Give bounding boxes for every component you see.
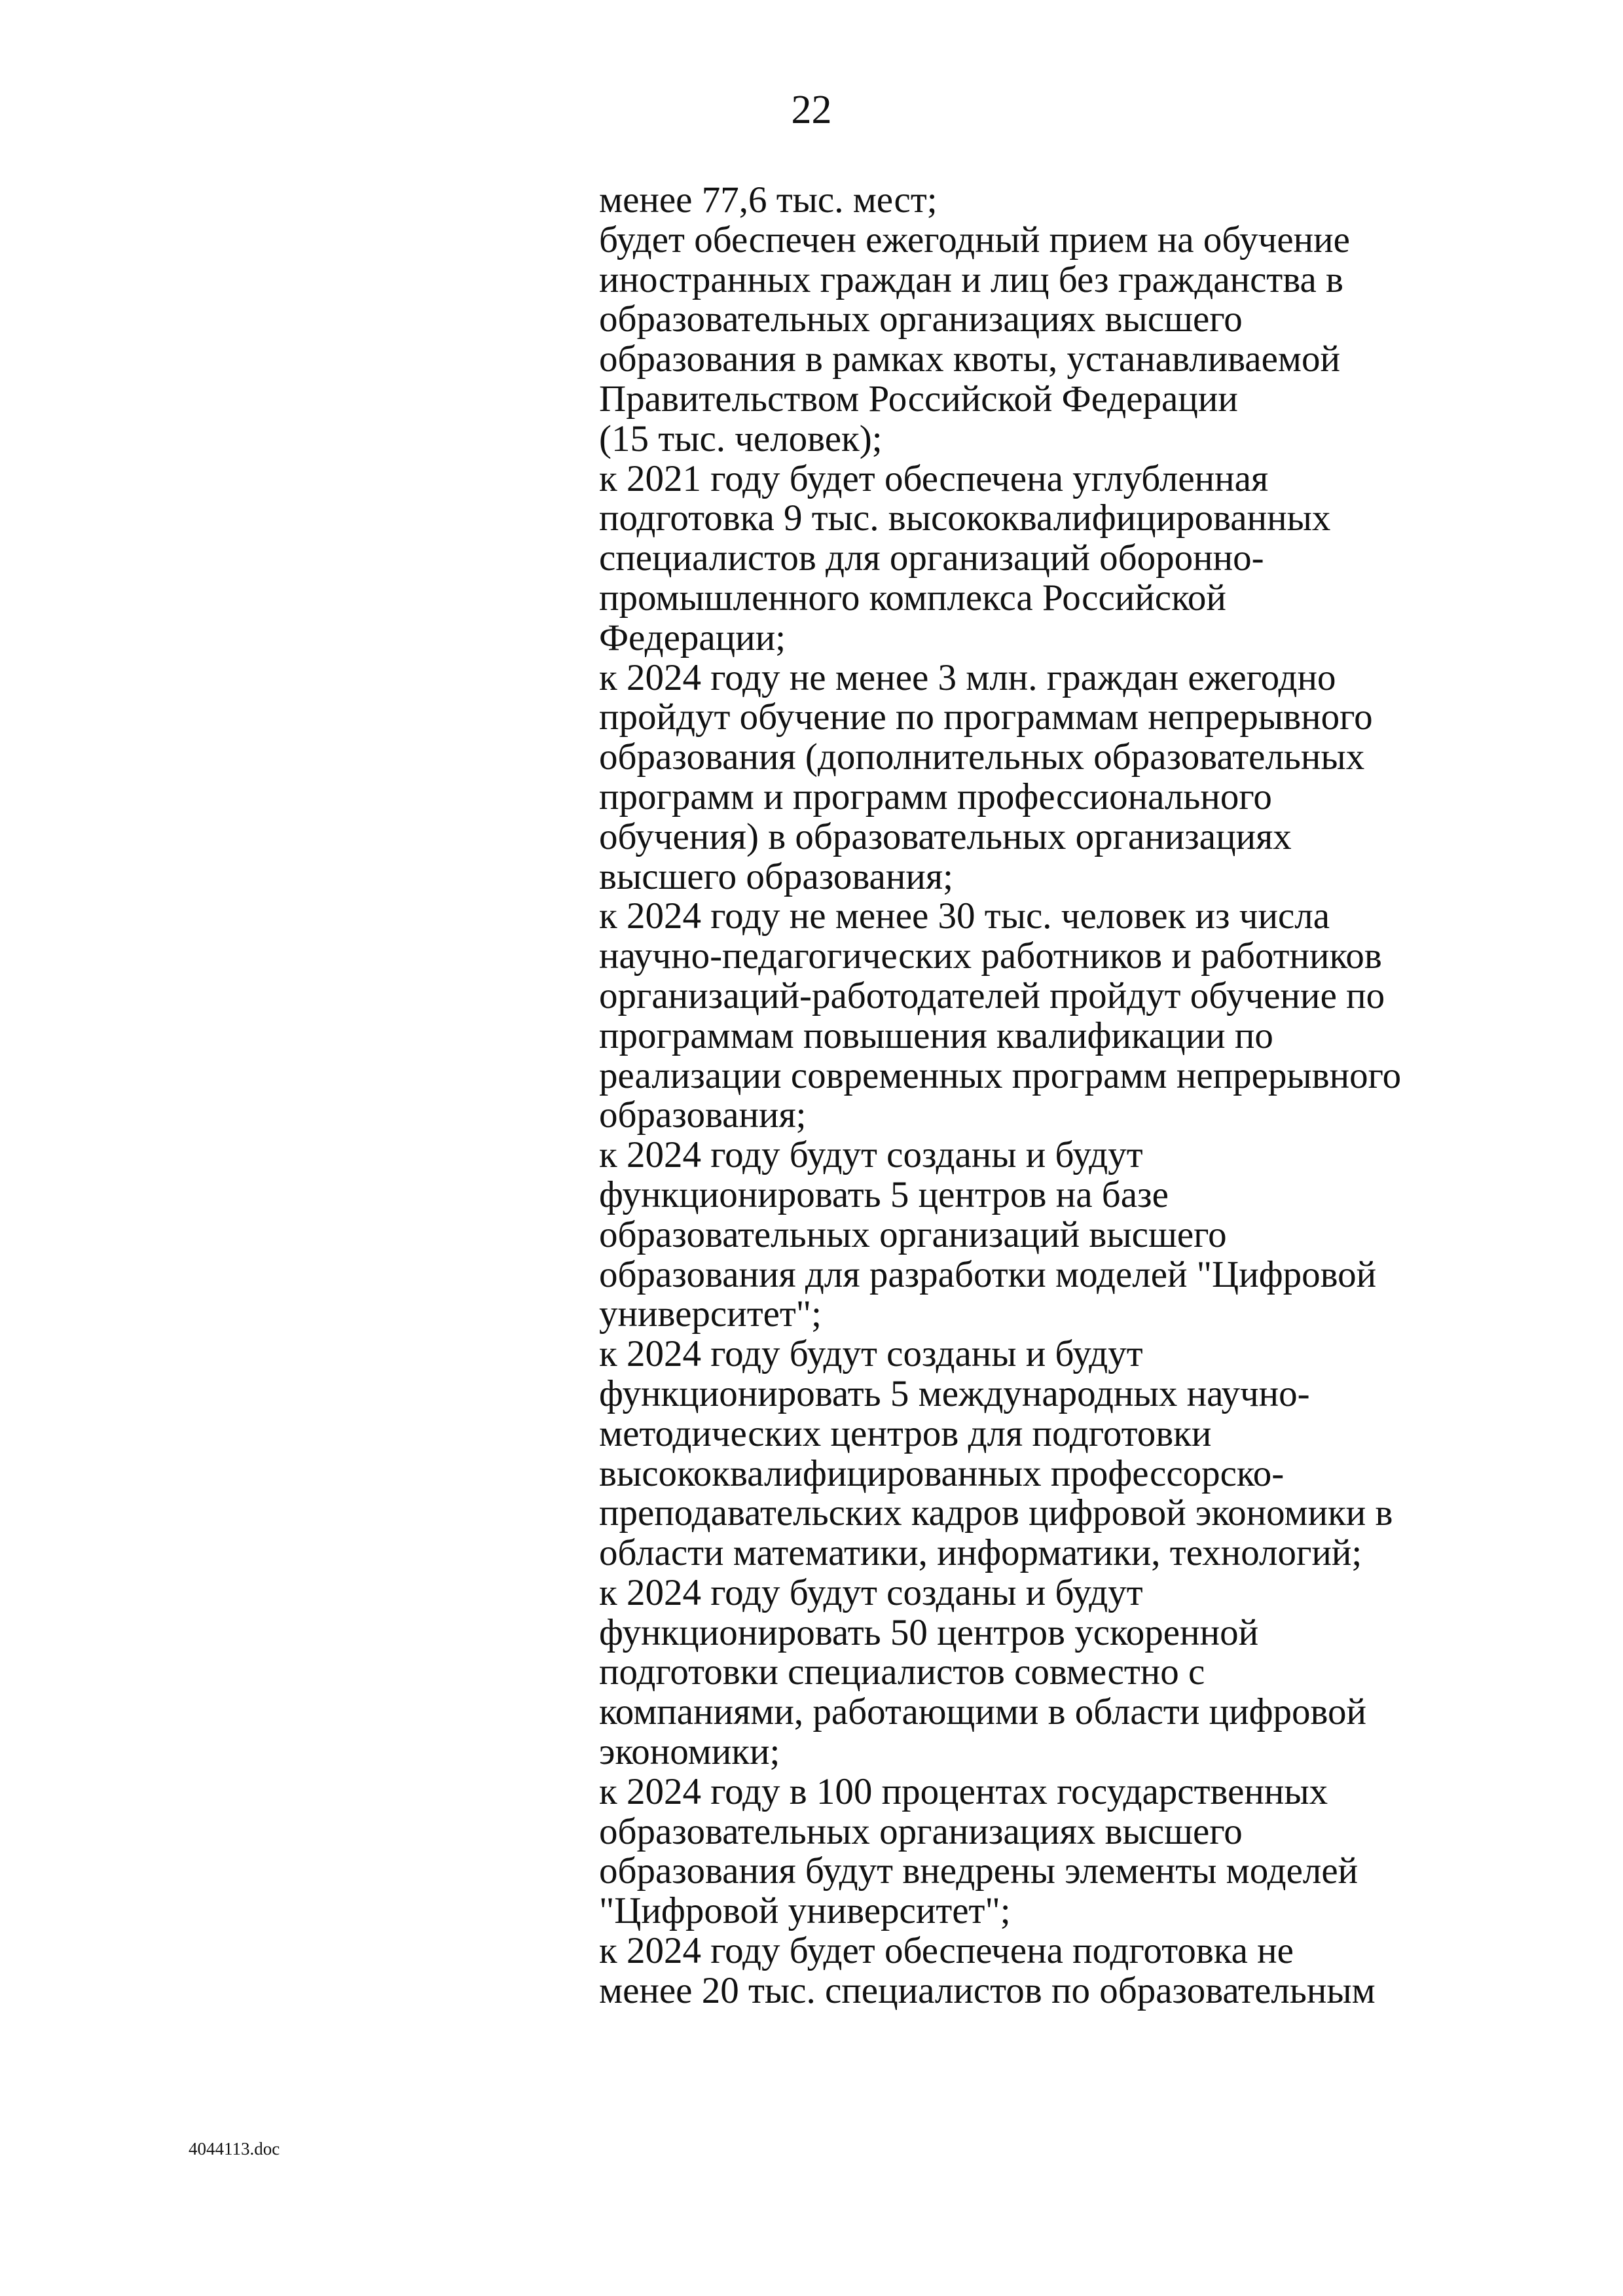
text-line: менее 20 тыс. специалистов по образовательным — [599, 1969, 1376, 2011]
text-line: к 2024 году будут созданы и будут — [599, 1333, 1143, 1375]
text-line: будет обеспечен ежегодный прием на обучение — [599, 219, 1350, 260]
text-line: менее 77,6 тыс. мест; — [599, 179, 938, 221]
text-line: подготовка 9 тыс. высококвалифицированных — [599, 497, 1331, 539]
text-line: специалистов для организаций оборонно- — [599, 537, 1264, 579]
text-line: организаций-работодателей пройдут обучение по — [599, 975, 1385, 1016]
text-line: обучения) в образовательных организациях — [599, 816, 1292, 857]
text-line: компаниями, работающими в области цифровой — [599, 1691, 1367, 1733]
text-line: к 2024 году в 100 процентах государственных — [599, 1770, 1328, 1812]
text-line: к 2024 году будет обеспечена подготовка не — [599, 1930, 1294, 1972]
text-line: (15 тыс. человек); — [599, 418, 883, 459]
text-line: высококвалифицированных профессорско- — [599, 1452, 1285, 1494]
text-line: образования для разработки моделей "Цифровой — [599, 1253, 1377, 1295]
text-line: к 2024 году не менее 3 млн. граждан ежегодно — [599, 656, 1336, 698]
text-line: образовательных организациях высшего — [599, 298, 1243, 340]
text-line: программ и программ профессионального — [599, 776, 1272, 817]
text-line: реализации современных программ непрерывного — [599, 1054, 1402, 1096]
text-line: функционировать 5 центров на базе — [599, 1174, 1169, 1215]
text-line: к 2024 году будут созданы и будут — [599, 1571, 1143, 1613]
text-line: к 2024 году не менее 30 тыс. человек из числа — [599, 895, 1330, 937]
text-line: университет"; — [599, 1293, 822, 1335]
text-line: образования; — [599, 1094, 807, 1136]
text-line: Правительством Российской Федерации — [599, 378, 1238, 420]
text-line: Федерации; — [599, 617, 786, 658]
footer-filename: 4044113.doc — [189, 2139, 280, 2159]
text-line: образовательных организациях высшего — [599, 1810, 1243, 1852]
text-line: программам повышения квалификации по — [599, 1014, 1273, 1056]
text-line: образования будут внедрены элементы моделей — [599, 1850, 1359, 1892]
text-line: "Цифровой университет"; — [599, 1890, 1011, 1932]
page-number: 22 — [791, 88, 832, 132]
text-line: высшего образования; — [599, 855, 953, 897]
text-line: пройдут обучение по программам непрерывного — [599, 696, 1373, 738]
text-line: образования (дополнительных образовательных — [599, 736, 1365, 778]
text-line: иностранных граждан и лиц без гражданства в — [599, 259, 1343, 300]
text-line: к 2021 году будет обеспечена углубленная — [599, 457, 1269, 499]
text-line: экономики; — [599, 1731, 780, 1773]
text-line: подготовки специалистов совместно с — [599, 1651, 1205, 1693]
text-line: методических центров для подготовки — [599, 1412, 1212, 1454]
text-line: функционировать 50 центров ускоренной — [599, 1611, 1259, 1653]
text-line: образования в рамках квоты, устанавливаемой — [599, 338, 1340, 380]
text-line: промышленного комплекса Российской — [599, 577, 1226, 619]
text-line: к 2024 году будут созданы и будут — [599, 1134, 1143, 1176]
text-line: области математики, информатики, технологий; — [599, 1532, 1362, 1574]
text-line: преподавательских кадров цифровой экономики в — [599, 1492, 1393, 1534]
document-body — [599, 181, 1476, 2011]
text-line: функционировать 5 международных научно- — [599, 1372, 1310, 1414]
text-line: научно-педагогических работников и работников — [599, 935, 1382, 977]
text-line: образовательных организаций высшего — [599, 1213, 1227, 1255]
